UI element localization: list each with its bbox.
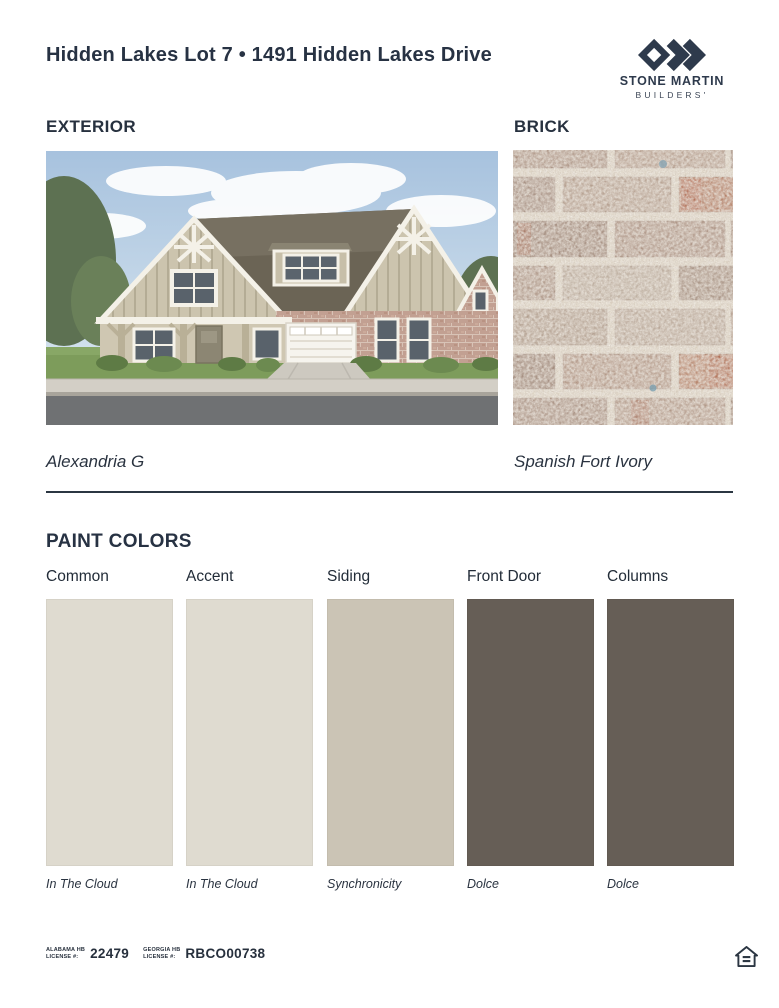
license-number: 22479: [90, 946, 130, 961]
swatch-category: Front Door: [467, 568, 542, 585]
stone-martin-logo: [612, 38, 732, 100]
paint-name: Dolce: [467, 877, 499, 891]
brick-swatch-image: [513, 150, 733, 425]
swatch-category: Columns: [607, 568, 669, 585]
brick-name-caption: Spanish Fort Ivory: [514, 452, 652, 471]
swatch-front-door: [467, 568, 594, 891]
swatch-category: Common: [46, 568, 109, 585]
house-rendering-image: [46, 151, 498, 425]
equal-housing-opportunity-icon: [735, 946, 758, 967]
paint-name: Synchronicity: [327, 877, 402, 891]
logo-name: STONE MARTIN: [619, 74, 725, 88]
paint-name: Dolce: [607, 877, 639, 891]
paint-chip: [327, 599, 454, 866]
swatch-category: Accent: [186, 568, 234, 585]
license-number: RBCO00738: [185, 946, 266, 961]
brick-heading: BRICK: [514, 117, 570, 136]
exterior-heading: EXTERIOR: [46, 117, 137, 136]
license-label-line1: GEORGIA HB: [143, 946, 181, 953]
paint-chip: [186, 599, 313, 866]
paint-chip: [46, 599, 173, 866]
alabama-license: [46, 946, 129, 961]
swatch-category: Siding: [327, 568, 371, 585]
georgia-license: [143, 946, 265, 961]
swatch-accent: [186, 568, 313, 891]
swatch-siding: [327, 568, 454, 891]
license-label-line1: ALABAMA HB: [46, 946, 86, 953]
license-label-line2: LICENSE #:: [143, 953, 176, 960]
exterior-plan-caption: Alexandria G: [46, 452, 145, 471]
swatch-common: [46, 568, 173, 891]
paint-name: In The Cloud: [46, 877, 118, 891]
paint-chip: [467, 599, 594, 866]
paint-chip: [607, 599, 734, 866]
diamond-double-chevron-icon: [637, 38, 707, 72]
section-divider: [46, 491, 733, 493]
page-title: Hidden Lakes Lot 7 • 1491 Hidden Lakes Drive: [46, 44, 492, 66]
paint-name: In The Cloud: [186, 877, 258, 891]
swatch-columns: [607, 568, 734, 891]
license-label-line2: LICENSE #:: [46, 953, 79, 960]
license-footer: [46, 946, 265, 961]
paint-colors-heading: PAINT COLORS: [46, 531, 192, 552]
logo-subtitle: BUILDERS': [635, 90, 709, 100]
